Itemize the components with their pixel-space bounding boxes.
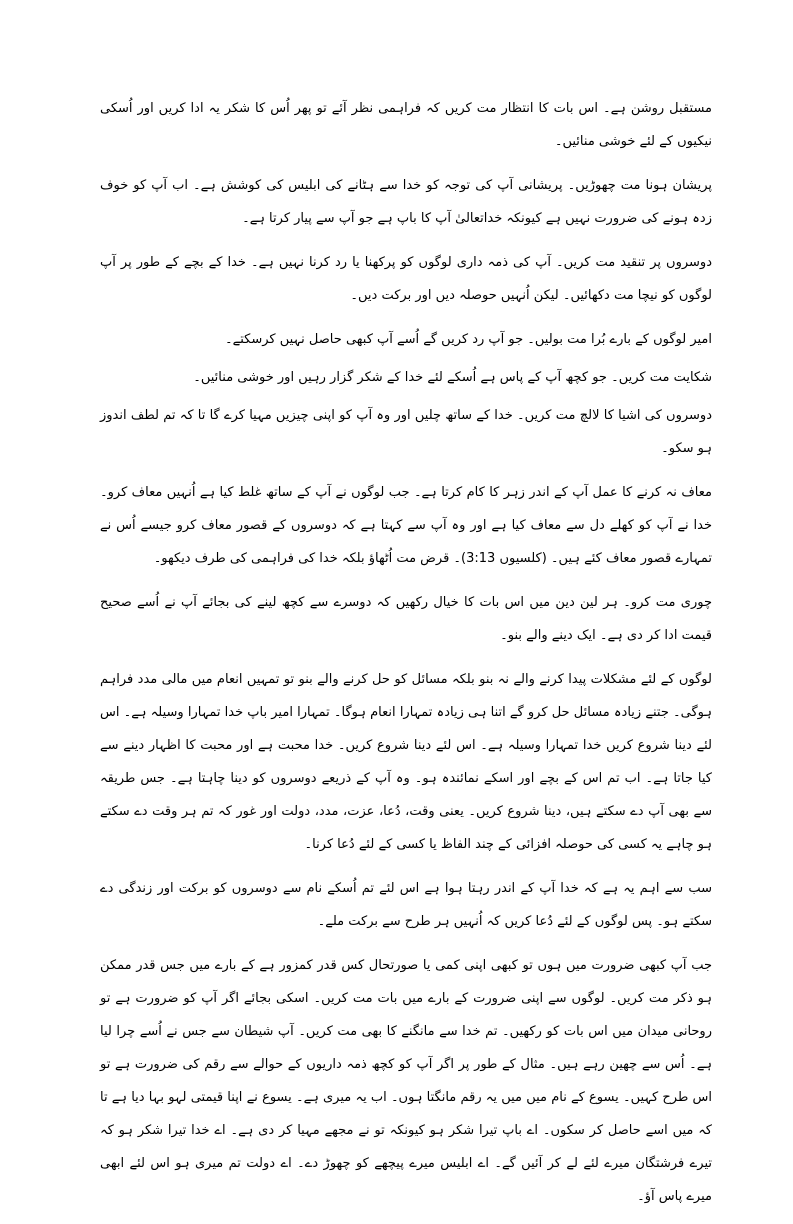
paragraph-stealing: چوری مت کرو۔ ہر لین دین میں اس بات کا خیال رکھیں کہ دوسرے سے کچھ لینے کی بجائے آپ نے اُسے صحیح قیمت ادا کر دی ہے۔ ایک دینے والے بنو۔: [100, 595, 712, 643]
paragraph-blessing: سب سے اہم یہ ہے کہ خدا آپ کے اندر رہتا ہوا ہے اس لئے تم اُسکے نام سے دوسروں کو برکت اور زندگی دے سکتے ہو۔ پس لوگوں کے لئے دُعا کریں کہ اُنہیں ہر طرح سے برکت ملے۔: [100, 881, 712, 929]
paragraph-rich-people: امیر لوگوں کے بارے بُرا مت بولیں۔ جو آپ رد کریں گے اُسے آپ کبھی حاصل نہیں کرسکتے۔: [225, 332, 712, 347]
paragraph-criticism: دوسروں پر تنقید مت کریں۔ آپ کی ذمہ داری لوگوں کو پرکھنا یا رد کرنا نہیں ہے۔ خدا کے بچے کے طور پر آپ لوگوں کو نیچا مت دکھائیں۔ لیکن اُنہیں حوصلہ دیں اور برکت دیں۔: [100, 255, 712, 303]
paragraph-need: جب آپ کبھی ضرورت میں ہوں تو کبھی اپنی کمی یا صورتحال کس قدر کمزور ہے کے بارے میں جس قدر ممکن ہو ذکر مت کریں۔ لوگوں سے اپنی ضرورت کے بارے میں بات مت کریں۔ اسکی بجائے اگر آپ کو ضرورت ہے تو روحانی میدان میں اس بات کو رکھیں۔ تم خدا سے مانگنے کا بھی مت کریں۔ آپ شیطان سے جس نے اُسے چرا لیا ہے۔ اُس سے چھین رہے ہیں۔ مثال کے طور پر اگر آپ کو کچھ ذمہ داریوں کے حوالے سے رقم کی ضرورت ہے تو اس طرح کہیں۔ یسوع کے نام میں میں یہ رقم مانگتا ہوں۔ اب یہ میری ہے۔ یسوع نے اپنا قیمتی لہو بہا دیا ہے تا کہ میں اسے حاصل کر سکوں۔ اے باپ تیرا شکر ہو کیونکہ تو نے مجھے مہیا کر دی ہے۔ اے خدا تیرا شکر ہو کہ تیرے فرشتگان میرے لئے لے کر آئیں گے۔ اے ابلیس میرے پیچھے کو چھوڑ دے۔ اے دولت تم میری ہو اس لئے ابھی میرے پاس آؤ۔: [100, 958, 712, 1204]
paragraph-greed: دوسروں کی اشیا کا لالچ مت کریں۔ خدا کے ساتھ چلیں اور وہ آپ کو اپنی چیزیں مہیا کرے گا تا کہ تم لطف اندوز ہو سکو۔: [100, 408, 712, 456]
document-page: [100, 92, 712, 1224]
paragraph-worry: پریشان ہونا مت چھوڑیں۔ پریشانی آپ کی توجہ کو خدا سے ہٹانے کی ابلیس کی کوشش ہے۔ اب آپ کو خوف زدہ ہونے کی ضرورت نہیں ہے کیونکہ خداتعالیٰ آپ کا باپ ہے جو آپ سے پیار کرتا ہے۔: [100, 178, 712, 226]
paragraph-forgiveness: معاف نہ کرنے کا عمل آپ کے اندر زہر کا کام کرتا ہے۔ جب لوگوں نے آپ کے ساتھ غلط کیا ہے اُنہیں معاف کرو۔ خدا نے آپ کو کھلے دل سے معاف کیا ہے اور وہ آپ سے کہتا ہے کہ دوسروں کے قصور معاف کرو جیسے اُس نے تمہارے قصور معاف کئے ہیں۔ (کلسیوں 3:13)۔ قرض مت اُٹھاؤ بلکہ خدا کی فراہمی کی طرف دیکھو۔: [100, 485, 712, 566]
paragraph-future: مستقبل روشن ہے۔ اس بات کا انتظار مت کریں کہ فراہمی نظر آئے تو پھر اُس کا شکر یہ ادا کریں اور اُسکی نیکیوں کے لئے خوشی منائیں۔: [100, 101, 712, 149]
paragraph-giving: لوگوں کے لئے مشکلات پیدا کرنے والے نہ بنو بلکہ مسائل کو حل کرنے والے بنو تو تمہیں انعام میں مالی مدد فراہم ہوگی۔ جتنے زیادہ مسائل حل کرو گے اتنا ہی زیادہ تمہارا انعام ہوگا۔ تمہارا امیر باپ خدا تمہارا وسیلہ ہے۔ اس لئے دینا شروع کریں خدا تمہارا وسیلہ ہے۔ اس لئے دینا شروع کریں۔ خدا محبت ہے اور محبت کا اظہار دینے سے کیا جاتا ہے۔ اب تم اس کے بچے اور اسکے نمائندہ ہو۔ وہ آپ کے ذریعے دوسروں کو دینا چاہتا ہے۔ جس طریقہ سے بھی آپ دے سکتے ہیں، دینا شروع کریں۔ یعنی وقت، دُعا، عزت، مدد، دولت اور غور کہ تم ہر وقت دے سکتے ہو چاہے یہ کسی کی حوصلہ افزائی کے چند الفاظ یا کسی کے لئے دُعا کرنا۔: [100, 672, 712, 852]
paragraph-complaint: شکایت مت کریں۔ جو کچھ آپ کے پاس ہے اُسکے لئے خدا کے شکر گزار رہیں اور خوشی منائیں۔: [193, 370, 712, 385]
